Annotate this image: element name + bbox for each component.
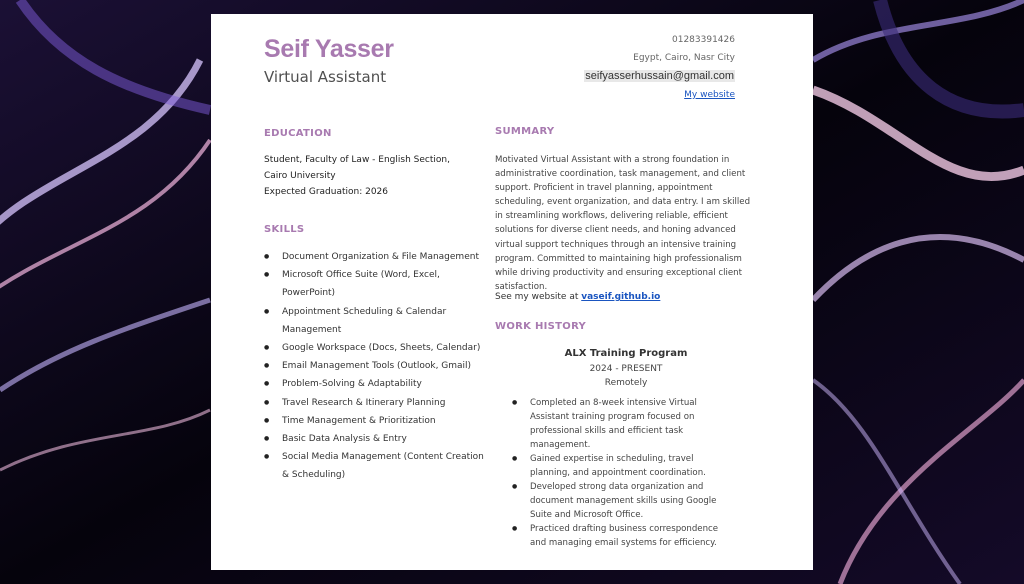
website-link[interactable]: My website	[684, 90, 735, 100]
list-item: ● Time Management & Prioritization	[264, 412, 484, 430]
contact-block	[584, 31, 735, 104]
list-item: ● Microsoft Office Suite (Word, Excel, PowerPoint)	[264, 266, 484, 302]
list-item: ● Developed strong data organization and document management skills using Google Suite and Microsoft Office.	[512, 480, 730, 522]
summary-heading: SUMMARY	[495, 126, 555, 137]
list-item: ● Email Management Tools (Outlook, Gmail)	[264, 357, 484, 375]
job-location: Remotely	[604, 378, 648, 388]
education-degree: Student, Faculty of Law - English Section, Cairo University	[264, 155, 450, 181]
list-item: ● Google Workspace (Docs, Sheets, Calendar)	[264, 339, 484, 357]
list-item: ● Problem-Solving & Adaptability	[264, 375, 484, 393]
list-item: ● Social Media Management (Content Creation & Scheduling)	[264, 448, 484, 484]
see-website-line	[495, 292, 660, 302]
email-address[interactable]: seifyasserhussain@gmail.com	[585, 70, 734, 82]
list-item: ● Travel Research & Itinerary Planning	[264, 394, 484, 412]
education-body	[264, 152, 469, 200]
list-item: ● Gained expertise in scheduling, travel planning, and appointment coordination.	[512, 452, 730, 480]
education-heading: EDUCATION	[264, 128, 332, 139]
job-title: ALX Training Program	[564, 348, 688, 359]
list-item: ● Appointment Scheduling & Calendar Management	[264, 303, 484, 339]
list-item: ● Practiced drafting business correspondence and managing email systems for efficiency.	[512, 522, 730, 550]
resume-name: Seif Yasser	[264, 35, 394, 63]
website-url-link[interactable]: vaseif.github.io	[581, 292, 661, 302]
job-bullets	[512, 396, 730, 550]
resume-page	[211, 14, 813, 570]
education-graduation: Expected Graduation: 2026	[264, 187, 389, 197]
work-history-heading: WORK HISTORY	[495, 321, 587, 332]
list-item: ● Document Organization & File Management	[264, 248, 484, 266]
skills-heading: SKILLS	[264, 224, 305, 235]
list-item: ● Basic Data Analysis & Entry	[264, 430, 484, 448]
list-item: ● Completed an 8-week intensive Virtual Assistant training program focused on professional skills and efficient task management.	[512, 396, 730, 452]
job-dates: 2024 - PRESENT	[589, 364, 663, 374]
resume-role: Virtual Assistant	[264, 68, 387, 86]
location: Egypt, Cairo, Nasr City	[633, 53, 735, 63]
phone-number: 01283391426	[672, 35, 735, 45]
summary-text: Motivated Virtual Assistant with a strong foundation in administrative coordination, task management, and client support. Proficient in travel planning, appointment scheduling, event organization, and data entry. I am skilled in streamlining workflows, delivering reliable, efficient solutions for diverse client needs, and honing advanced virtual support techniques through an intensive training program. Committed to maintaining high professionalism while driving productivity and ensuring exceptional client satisfaction.	[495, 155, 751, 292]
see-website-prefix: See my website at	[495, 292, 582, 302]
skills-list	[264, 248, 484, 485]
